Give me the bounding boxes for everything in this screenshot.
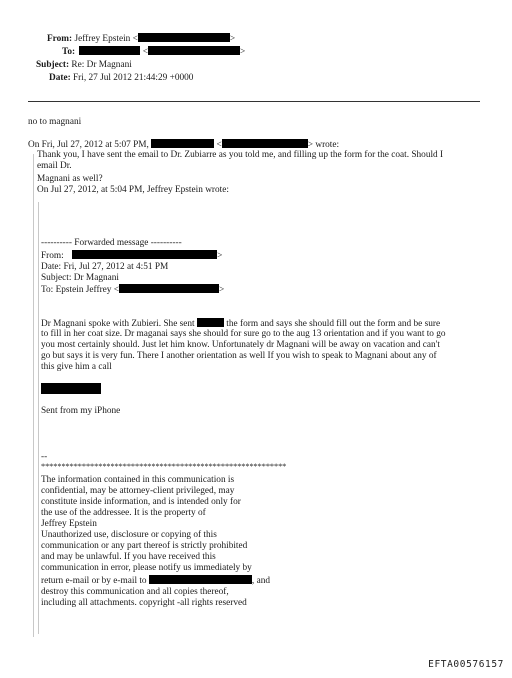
quote-bar-outer (33, 154, 34, 637)
from-label: From: (47, 34, 73, 44)
to-label: To: (62, 47, 76, 57)
quote-bar-inner (38, 202, 39, 634)
redaction-box (149, 575, 252, 584)
header-to-row (62, 46, 245, 57)
reply-text: no to magnani (28, 117, 82, 127)
redacted-signature (41, 383, 101, 396)
quoted-attribution (28, 139, 339, 150)
redaction-box (79, 46, 140, 55)
quoted-line: Thank you, I have sent the email to Dr. Zubiarre as you told me, and filling up the form for the coat. Should I (37, 150, 444, 160)
disclaimer-line: the use of the addressee. It is the property of (41, 508, 206, 518)
forward-subject: Subject: Dr Magnani (41, 273, 119, 283)
disclaimer-dashes: -- (41, 452, 48, 462)
quoted-line: email Dr. (37, 161, 72, 171)
disclaimer-line: The information contained in this communication is (41, 475, 235, 485)
forward-from-close: > (217, 251, 223, 261)
redaction-box (41, 383, 101, 394)
attribution-open: < (216, 140, 222, 150)
redaction-box (151, 139, 214, 148)
return-text: return e-mail or by e-mail to (41, 576, 147, 586)
forward-body-line (41, 318, 440, 329)
forward-to-label: To: Epstein Jeffrey < (41, 285, 120, 295)
redaction-box (222, 139, 308, 148)
to-close: > (240, 47, 246, 57)
disclaimer-line: confidential, may be attorney-client privileged, may (41, 486, 235, 496)
from-value: Jeffrey Epstein < (74, 34, 138, 44)
forward-body-line: to fill in her coat size. Dr maganai says she should for sure go to the aug 13 orientation and if you want to go (41, 329, 446, 339)
forward-to (41, 284, 224, 295)
quoted-line: Magnani as well? (37, 174, 103, 184)
header-subject-row (36, 60, 132, 70)
forward-body-line: go but says it is very fun. There I another orientation as well If you wish to speak to Magnani about any of (41, 351, 437, 361)
header-date-row (49, 73, 193, 83)
redaction-box (197, 318, 224, 327)
date-value: Fri, 27 Jul 2012 21:44:29 +0000 (73, 73, 194, 83)
disclaimer-line: Unauthorized use, disclosure or copying of this (41, 530, 217, 540)
redaction-box (148, 46, 240, 55)
date-label: Date: (49, 73, 71, 83)
to-open: < (142, 47, 148, 57)
forward-divider: ---------- Forwarded message ---------- (41, 238, 182, 248)
header-from-row (47, 33, 235, 44)
forward-to-close: > (219, 285, 225, 295)
disclaimer-stars: ************************************************************ (41, 462, 287, 471)
from-close: > (229, 34, 236, 44)
redaction-box (72, 250, 217, 259)
disclaimer-line: destroy this communication and all copies thereof, (41, 587, 229, 597)
redaction-box (119, 284, 219, 293)
document-id: EFTA00576157 (428, 658, 504, 670)
forward-body-line: this give him a call (41, 362, 112, 372)
disclaimer-return-line (41, 575, 270, 586)
redaction-box (138, 33, 230, 42)
disclaimer-line: constitute inside information, and is intended only for (41, 497, 241, 507)
quoted-line: On Jul 27, 2012, at 5:04 PM, Jeffrey Epstein wrote: (37, 185, 229, 195)
attribution-start: On Fri, Jul 27, 2012 at 5:07 PM, (28, 140, 149, 150)
forward-from-label: From: (41, 251, 64, 261)
forward-date: Date: Fri, Jul 27, 2012 at 4:51 PM (41, 262, 169, 272)
header-divider (28, 101, 480, 102)
attribution-end: > wrote: (307, 140, 340, 150)
disclaimer-line: and may be unlawful. If you have received this (41, 552, 216, 562)
subject-label: Subject: (36, 60, 70, 70)
forward-from (41, 250, 222, 261)
body-text: the form and says she should fill out the form and be sure (226, 319, 441, 329)
return-and: , and (251, 576, 270, 586)
disclaimer-line: Jeffrey Epstein (41, 519, 97, 529)
disclaimer-line: communication or any part thereof is strictly prohibited (41, 541, 248, 551)
body-text: Dr Magnani spoke with Zubieri. She sent (41, 319, 195, 329)
disclaimer-line: communication in error, please notify us immediately by (41, 563, 252, 573)
sent-from: Sent from my iPhone (41, 406, 121, 416)
forward-body-line: you most certainly should. Just let him know. Unfortunately dr Magnani will be away on vacation and can't (41, 340, 440, 350)
subject-value: Re: Dr Magnani (71, 60, 132, 70)
disclaimer-line: including all attachments. copyright -all rights reserved (41, 598, 247, 608)
